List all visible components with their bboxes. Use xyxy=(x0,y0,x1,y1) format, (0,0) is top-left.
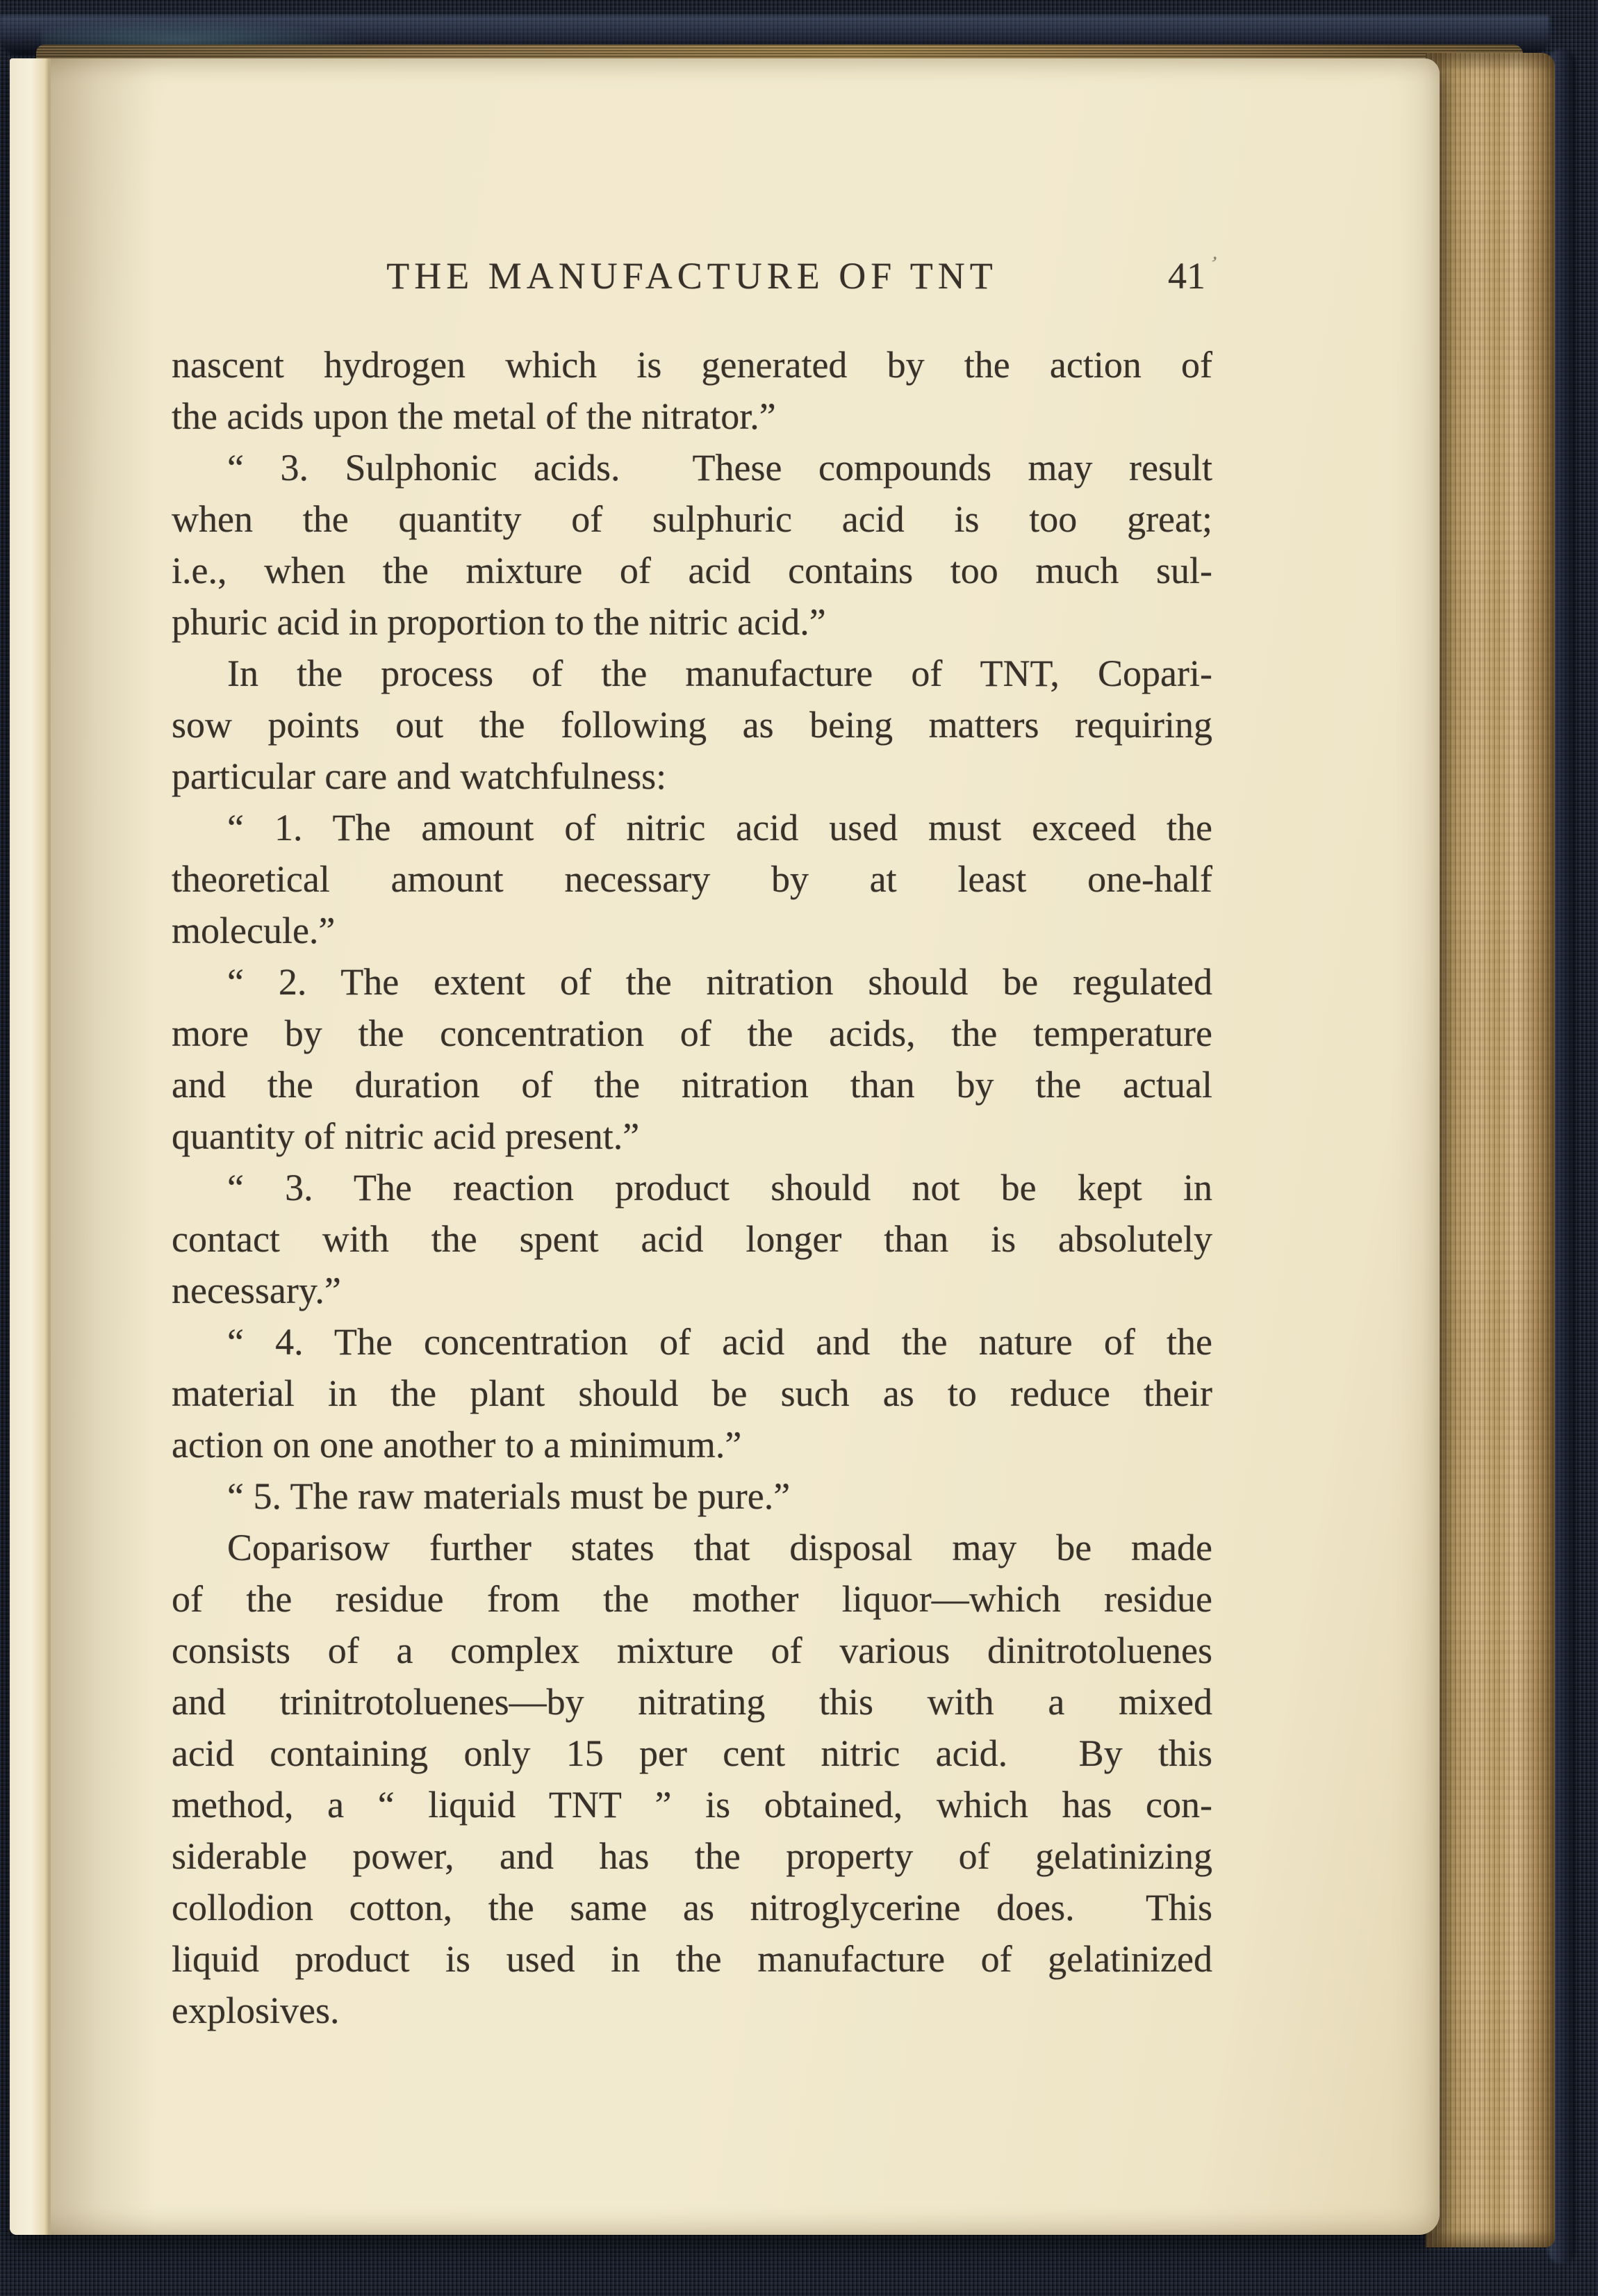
text-line: contact with the spent acid longer than is absolutely xyxy=(172,1218,1212,1260)
text-line: necessary.” xyxy=(172,1270,341,1311)
gutter-shadow xyxy=(51,58,155,2235)
text-line: consists of a complex mixture of various dinitrotoluenes xyxy=(172,1630,1212,1671)
text-line: more by the concentration of the acids, the temperature xyxy=(172,1012,1212,1054)
page-stack-right-edge xyxy=(1426,53,1555,2247)
page-number-wrap xyxy=(172,252,1220,297)
text-line: acid containing only 15 per cent nitric acid. By this xyxy=(172,1732,1212,1774)
text-line: and the duration of the nitration than by the actual xyxy=(172,1064,1212,1106)
text-line: “ 5. The raw materials must be pure.” xyxy=(227,1475,791,1517)
text-line: liquid product is used in the manufacture of gelatinized xyxy=(172,1938,1212,1980)
text-line: action on one another to a minimum.” xyxy=(172,1424,742,1466)
text-line: when the quantity of sulphuric acid is too great; xyxy=(172,498,1212,540)
text-line: the acids upon the metal of the nitrator.” xyxy=(172,395,776,437)
text-line: of the residue from the mother liquor—which residue xyxy=(172,1578,1212,1620)
text-line: sow points out the following as being matters requiring xyxy=(172,704,1212,746)
text-line: “ 4. The concentration of acid and the nature of the xyxy=(227,1321,1212,1363)
text-line: “ 1. The amount of nitric acid used must exceed the xyxy=(227,807,1212,848)
text-line: “ 3. Sulphonic acids. These compounds may result xyxy=(227,447,1212,489)
text-line: “ 3. The reaction product should not be kept in xyxy=(227,1167,1212,1208)
text-block xyxy=(172,339,1212,2036)
text-line: phuric acid in proportion to the nitric acid.” xyxy=(172,601,826,643)
text-line: siderable power, and has the property of gelatinizing xyxy=(172,1835,1212,1877)
text-line: material in the plant should be such as to reduce their xyxy=(172,1372,1212,1414)
ink-speck: ʼ xyxy=(1206,252,1220,276)
page-title: THE MANUFACTURE OF TNT xyxy=(386,255,998,297)
text-line: molecule.” xyxy=(172,910,336,951)
page-number: 41 xyxy=(1168,255,1205,297)
text-line: quantity of nitric acid present.” xyxy=(172,1115,640,1157)
text-line: “ 2. The extent of the nitration should be regulated xyxy=(227,961,1212,1003)
text-line: collodion cotton, the same as nitroglycerine does. This xyxy=(172,1887,1212,1928)
text-line: In the process of the manufacture of TNT, Copari- xyxy=(227,653,1212,694)
text-line: i.e., when the mixture of acid contains too much sul- xyxy=(172,550,1212,591)
book-page xyxy=(10,58,1440,2235)
facing-page-edge xyxy=(10,58,51,2235)
text-line: and trinitrotoluenes—by nitrating this with a mixed xyxy=(172,1681,1212,1723)
text-line: explosives. xyxy=(172,1990,340,2031)
text-line: theoretical amount necessary by at least one-half xyxy=(172,858,1212,900)
text-line: Coparisow further states that disposal may be made xyxy=(227,1527,1212,1568)
text-line: particular care and watchfulness: xyxy=(172,755,667,797)
text-line: nascent hydrogen which is generated by the action of xyxy=(172,344,1212,386)
text-line: method, a “ liquid TNT ” is obtained, which has con- xyxy=(172,1784,1212,1826)
